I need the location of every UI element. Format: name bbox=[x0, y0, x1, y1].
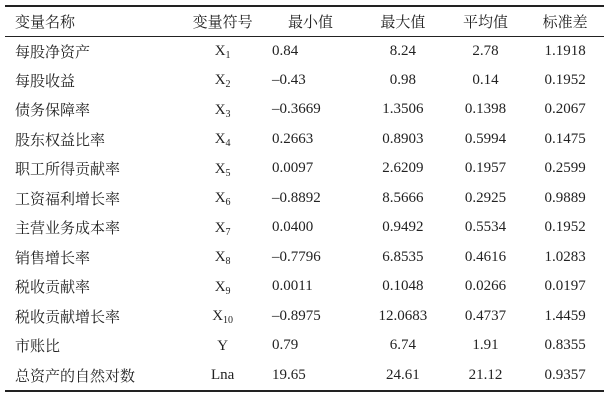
variable-name-cell: 税收贡献率 bbox=[15, 278, 91, 297]
max-value-cell: 0.1048 bbox=[382, 278, 424, 295]
variable-name-cell: 市账比 bbox=[15, 337, 61, 356]
symbol-subscript: 7 bbox=[225, 226, 231, 238]
variable-symbol-cell bbox=[185, 95, 260, 125]
variable-symbol-cell bbox=[185, 184, 260, 214]
symbol-base: X bbox=[214, 278, 226, 295]
max-value-cell: 8.5666 bbox=[382, 189, 424, 206]
std-value-cell: 0.9889 bbox=[544, 189, 586, 206]
symbol-base: X bbox=[214, 190, 226, 207]
symbol-subscript: 10 bbox=[223, 315, 234, 327]
symbol-base: X bbox=[214, 101, 226, 118]
min-value-cell: –0.7796 bbox=[272, 248, 321, 265]
variable-name-cell: 股东权益比率 bbox=[15, 130, 106, 149]
variable-name-cell: 总资产的自然对数 bbox=[15, 366, 136, 385]
symbol-base: X bbox=[214, 160, 226, 177]
variable-symbol-cell bbox=[185, 125, 260, 155]
min-value-cell: 19.65 bbox=[272, 366, 306, 383]
max-value-cell: 6.8535 bbox=[382, 248, 424, 265]
mean-value-cell: 0.2925 bbox=[464, 189, 507, 206]
symbol-base: X bbox=[214, 131, 226, 148]
min-value-cell: –0.8892 bbox=[272, 189, 321, 206]
max-value-cell: 8.24 bbox=[389, 42, 417, 59]
symbol-subscript: 1 bbox=[225, 50, 231, 61]
variable-symbol-cell bbox=[185, 361, 260, 391]
header-std: 标准差 bbox=[542, 12, 588, 31]
mean-value-cell: 0.5534 bbox=[464, 219, 507, 236]
max-value-cell: 0.8903 bbox=[382, 130, 424, 147]
std-value-cell: 0.2067 bbox=[544, 101, 586, 118]
mean-value-cell: 21.12 bbox=[468, 366, 503, 383]
variable-name-cell: 销售增长率 bbox=[15, 248, 91, 267]
symbol-base: X bbox=[214, 219, 226, 236]
std-value-cell: 0.0197 bbox=[544, 278, 586, 295]
symbol-subscript: 4 bbox=[225, 138, 231, 150]
table-row bbox=[5, 361, 604, 391]
std-value-cell: 0.2599 bbox=[544, 160, 586, 177]
mean-value-cell: 0.14 bbox=[472, 71, 499, 88]
table-row bbox=[5, 272, 604, 302]
table-body bbox=[5, 36, 604, 390]
variable-symbol-cell bbox=[185, 272, 260, 302]
variable-name-cell: 债务保障率 bbox=[15, 101, 91, 120]
max-value-cell: 12.0683 bbox=[378, 307, 428, 324]
symbol-base: X bbox=[212, 308, 224, 325]
min-value-cell: 0.2663 bbox=[272, 130, 314, 147]
symbol-base: Lna bbox=[210, 367, 235, 384]
variable-symbol-cell bbox=[185, 213, 260, 243]
variable-name-cell: 工资福利增长率 bbox=[15, 189, 121, 208]
mean-value-cell: 0.5994 bbox=[464, 130, 507, 147]
table-row bbox=[5, 95, 604, 125]
symbol-base: X bbox=[214, 72, 226, 89]
min-value-cell: 0.0011 bbox=[272, 278, 313, 295]
symbol-base: X bbox=[214, 249, 226, 266]
table-row bbox=[5, 302, 604, 332]
min-value-cell: 0.0400 bbox=[272, 219, 314, 236]
max-value-cell: 1.3506 bbox=[382, 101, 424, 118]
header-max: 最大值 bbox=[380, 12, 426, 31]
min-value-cell: –0.3669 bbox=[272, 101, 321, 118]
std-value-cell: 0.9357 bbox=[544, 366, 586, 383]
std-value-cell: 1.0283 bbox=[544, 248, 586, 265]
table-row bbox=[5, 125, 604, 155]
variable-symbol-cell bbox=[185, 66, 260, 96]
variable-name-cell: 税收贡献增长率 bbox=[15, 307, 121, 326]
max-value-cell: 6.74 bbox=[389, 337, 417, 354]
std-value-cell: 0.1952 bbox=[544, 219, 586, 236]
header-variable-symbol: 变量符号 bbox=[192, 12, 253, 31]
table-row bbox=[5, 154, 604, 184]
table-row bbox=[5, 331, 604, 361]
symbol-subscript: 6 bbox=[225, 197, 231, 209]
mean-value-cell: 2.78 bbox=[472, 42, 499, 59]
table-header-row bbox=[5, 7, 604, 36]
table-row bbox=[5, 36, 604, 66]
variable-symbol-cell bbox=[185, 331, 260, 361]
header-min: 最小值 bbox=[287, 12, 333, 31]
variable-symbol-cell bbox=[185, 36, 260, 66]
min-value-cell: 0.79 bbox=[272, 337, 299, 354]
min-value-cell: 0.0097 bbox=[272, 160, 314, 177]
table-row bbox=[5, 213, 604, 243]
symbol-subscript: 2 bbox=[225, 79, 231, 91]
statistics-table-container bbox=[5, 5, 604, 392]
symbol-subscript: 9 bbox=[225, 285, 231, 297]
std-value-cell: 0.1475 bbox=[544, 130, 586, 147]
min-value-cell: –0.8975 bbox=[272, 307, 321, 324]
mean-value-cell: 1.91 bbox=[472, 337, 499, 354]
variable-name-cell: 主营业务成本率 bbox=[15, 219, 121, 238]
symbol-subscript: 5 bbox=[225, 167, 231, 179]
max-value-cell: 24.61 bbox=[386, 366, 420, 383]
table-row bbox=[5, 243, 604, 273]
variable-symbol-cell bbox=[185, 243, 260, 273]
max-value-cell: 0.9492 bbox=[382, 219, 424, 236]
std-value-cell: 0.8355 bbox=[544, 337, 586, 354]
min-value-cell: –0.43 bbox=[272, 71, 306, 88]
variable-name-cell: 每股净资产 bbox=[15, 42, 91, 61]
mean-value-cell: 0.4616 bbox=[464, 248, 507, 265]
std-value-cell: 0.1952 bbox=[544, 71, 586, 88]
symbol-base: X bbox=[214, 43, 226, 59]
mean-value-cell: 0.1957 bbox=[464, 160, 507, 177]
descriptive-statistics-table bbox=[5, 7, 604, 390]
mean-value-cell: 0.0266 bbox=[464, 278, 507, 295]
std-value-cell: 1.4459 bbox=[544, 307, 586, 324]
min-value-cell: 0.84 bbox=[272, 42, 299, 59]
variable-symbol-cell bbox=[185, 302, 260, 332]
symbol-subscript: 8 bbox=[225, 256, 231, 268]
max-value-cell: 2.6209 bbox=[382, 160, 424, 177]
table-row bbox=[5, 66, 604, 96]
symbol-base: Y bbox=[217, 337, 229, 354]
table-row bbox=[5, 184, 604, 214]
std-value-cell: 1.1918 bbox=[544, 42, 586, 59]
header-variable-name: 变量名称 bbox=[15, 12, 76, 31]
mean-value-cell: 0.4737 bbox=[464, 307, 507, 324]
variable-name-cell: 职工所得贡献率 bbox=[15, 160, 121, 179]
header-mean: 平均值 bbox=[463, 12, 509, 31]
variable-name-cell: 每股收益 bbox=[15, 71, 76, 90]
variable-symbol-cell bbox=[185, 154, 260, 184]
max-value-cell: 0.98 bbox=[389, 71, 417, 88]
symbol-subscript: 3 bbox=[225, 108, 231, 120]
mean-value-cell: 0.1398 bbox=[464, 101, 507, 118]
